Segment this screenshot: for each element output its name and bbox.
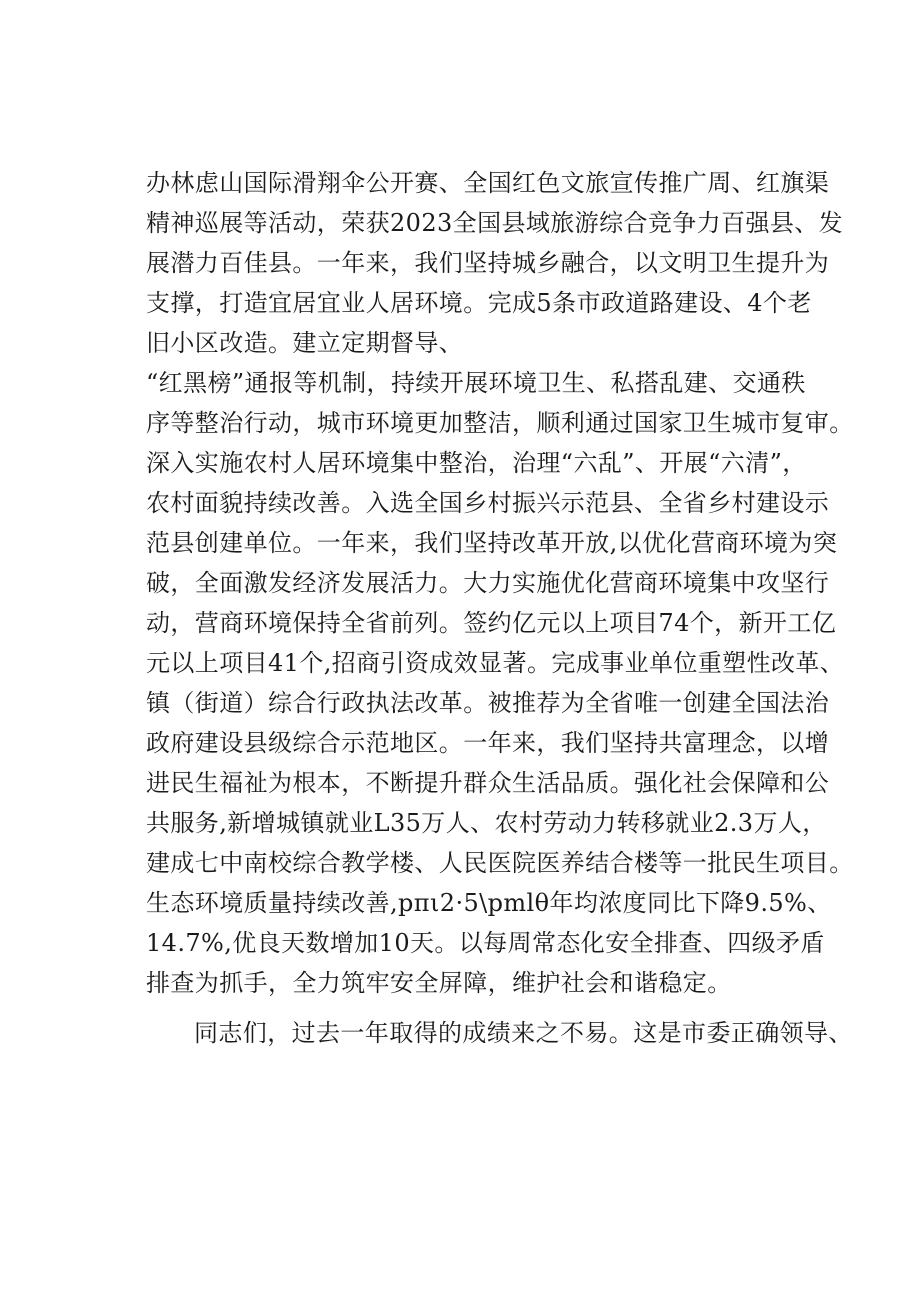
text-line-12: 动，营商环境保持全省前列。签约亿元以上项目74个，新开工亿 xyxy=(146,609,837,637)
text-line-19: 生态环境质量持续改善,pπι2·5\pmlθ年均浓度同比下降9.5%、 xyxy=(146,889,832,917)
text-line-2: 精神巡展等活动，荣获2023全国县域旅游综合竞争力百强县、发 xyxy=(146,209,844,237)
text-line-14: 镇（街道）综合行政执法改革。被推荐为全省唯一创建全国法治 xyxy=(146,689,830,717)
text-line-11: 破，全面激发经济发展活力。大力实施优化营商环境集中攻坚行 xyxy=(146,569,830,597)
text-line-1: 办林虑山国际滑翔伞公开赛、全国红色文旅宣传推广周、红旗渠 xyxy=(146,169,830,197)
text-line-18: 建成七中南校综合教学楼、人民医院医养结合楼等一批民生项目。 xyxy=(146,849,854,877)
text-line-13: 元以上项目41个,招商引资成效显著。完成事业单位重塑性改革、 xyxy=(146,649,845,677)
text-line-8: 深入实施农村人居环境集中整治，治理“六乱”、开展“六清”， xyxy=(146,449,807,477)
text-line-3: 展潜力百佳县。一年来，我们坚持城乡融合，以文明卫生提升为 xyxy=(146,249,830,277)
text-line-15: 政府建设县级综合示范地区。一年来，我们坚持共富理念，以增 xyxy=(146,729,830,757)
text-line-17: 共服务,新增城镇就业L35万人、农村劳动力转移就业2.3万人， xyxy=(146,809,827,837)
text-line-7: 序等整治行动，城市环境更加整洁，顺利通过国家卫生城市复审。 xyxy=(146,409,854,437)
body-text xyxy=(146,163,854,1053)
text-line-21: 排查为抓手，全力筑牢安全屏障，维护社会和谐稳定。 xyxy=(146,969,732,997)
text-line-16: 进民生福祉为根本，不断提升群众生活品质。强化社会保障和公 xyxy=(146,769,830,797)
text-line-4: 支撑，打造宜居宜业人居环境。完成5条市政道路建设、4个老 xyxy=(146,289,812,317)
text-line-10: 范县创建单位。一年来，我们坚持改革开放,以优化营商环境为突 xyxy=(146,529,838,557)
next-paragraph-line: 同志们，过去一年取得的成绩来之不易。这是市委正确领导、 xyxy=(194,1019,853,1047)
text-line-20: 14.7%,优良天数增加10天。以每周常态化安全排查、四级矛盾 xyxy=(146,929,825,957)
text-line-6: “红黑榜”通报等机制，持续开展环境卫生、私搭乱建、交通秩 xyxy=(146,369,806,397)
text-line-5: 旧小区改造。建立定期督导、 xyxy=(146,329,464,357)
text-line-9: 农村面貌持续改善。入选全国乡村振兴示范县、全省乡村建设示 xyxy=(146,489,830,517)
